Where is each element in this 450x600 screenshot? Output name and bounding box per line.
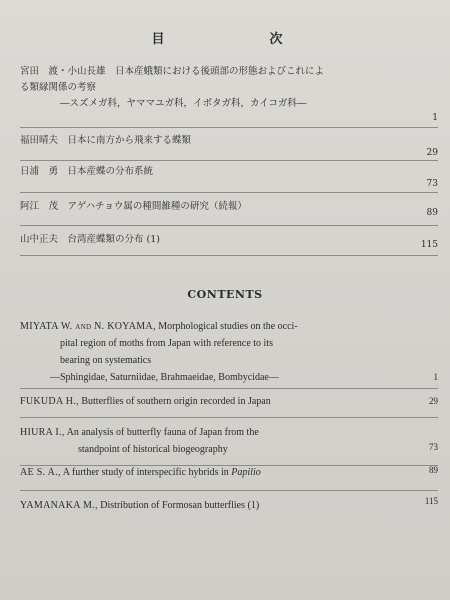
entry-title-line: An analysis of butterfly fauna of Japan from the (66, 427, 259, 438)
entry-title-line: Butterflies of southern origin recorded in Japan (81, 396, 271, 407)
entry-title-line: 台湾産蝶類の分布 (1) (67, 234, 161, 245)
divider (20, 160, 438, 161)
entry-author: YAMANAKA M., (20, 500, 98, 511)
entry-title-line: る類縁関係の考察 (20, 82, 97, 93)
entry-title-line: Distribution of Formosan butterflies (1) (100, 500, 260, 511)
page-number: 115 (420, 240, 438, 250)
entry-title-line: Morphological studies on the occi- (158, 321, 298, 332)
page-number: 1 (432, 113, 438, 123)
entry-author: 山中正夫 (20, 234, 59, 245)
entry-title-line: standpoint of historical biogeography (78, 444, 228, 455)
toc-entry-jp-1 (20, 64, 438, 123)
entry-title-line: bearing on systematics (60, 355, 152, 366)
entry-author: 阿江 茂 (20, 201, 59, 212)
page-number: 29 (426, 148, 438, 158)
toc-entry-en-3 (20, 424, 438, 458)
divider (20, 417, 438, 418)
divider (20, 388, 438, 389)
page-number: 73 (426, 179, 438, 189)
toc-entry-jp-5 (20, 232, 438, 248)
toc-entry-jp-3 (20, 164, 438, 189)
entry-author: 宮田 渡・小山長雄 (20, 66, 106, 77)
entry-title-line: pital region of moths from Japan with reference to its (60, 338, 273, 349)
entry-author: MIYATA W. and N. KOYAMA, (20, 321, 156, 332)
entry-title-genus: Papilio (231, 467, 261, 478)
divider (20, 255, 438, 256)
page-number: 115 (424, 496, 438, 506)
entry-author: FUKUDA H., (20, 396, 79, 407)
entry-title-line: 日本産蛾類における後頭部の形態およびこれによ (115, 66, 325, 77)
divider (20, 192, 438, 193)
entry-title-line: —Sphingidae, Saturniidae, Brahmaeidae, Bombycidae— (50, 372, 279, 383)
toc-entry-en-1 (20, 318, 438, 386)
page-title: 目 次 (151, 32, 329, 47)
toc-entry-jp-4 (20, 199, 438, 218)
entry-title-line: ―スズメガ科，ヤママユガ科，イボタガ科，カイコガ科― (60, 98, 307, 109)
entry-author: 日浦 勇 (20, 166, 59, 177)
entry-title-line: 日本に南方から飛来する蝶類 (67, 135, 192, 146)
page-number: 29 (429, 396, 438, 406)
entry-title-line: アゲハチョウ属の種間雑種の研究（続報） (67, 201, 247, 212)
divider (20, 225, 438, 226)
toc-entry-en-2 (20, 393, 438, 410)
entry-author: AE S. A., (20, 467, 61, 478)
page-number: 89 (426, 208, 438, 218)
contents-heading: CONTENTS (187, 288, 263, 301)
page-number: 73 (429, 442, 438, 452)
page-number: 1 (433, 372, 438, 382)
entry-author: 福田晴夫 (20, 135, 59, 146)
page-number: 89 (429, 465, 438, 475)
entry-title-line: 日本産蝶の分布系統 (67, 166, 154, 177)
toc-entry-jp-2 (20, 133, 438, 158)
toc-entry-en-5 (20, 497, 438, 514)
divider (20, 127, 438, 128)
toc-entry-en-4 (20, 464, 438, 481)
entry-author: HIURA I., (20, 427, 65, 438)
entry-title-line: A further study of interspecific hybrids in (62, 467, 229, 478)
divider (20, 490, 438, 491)
